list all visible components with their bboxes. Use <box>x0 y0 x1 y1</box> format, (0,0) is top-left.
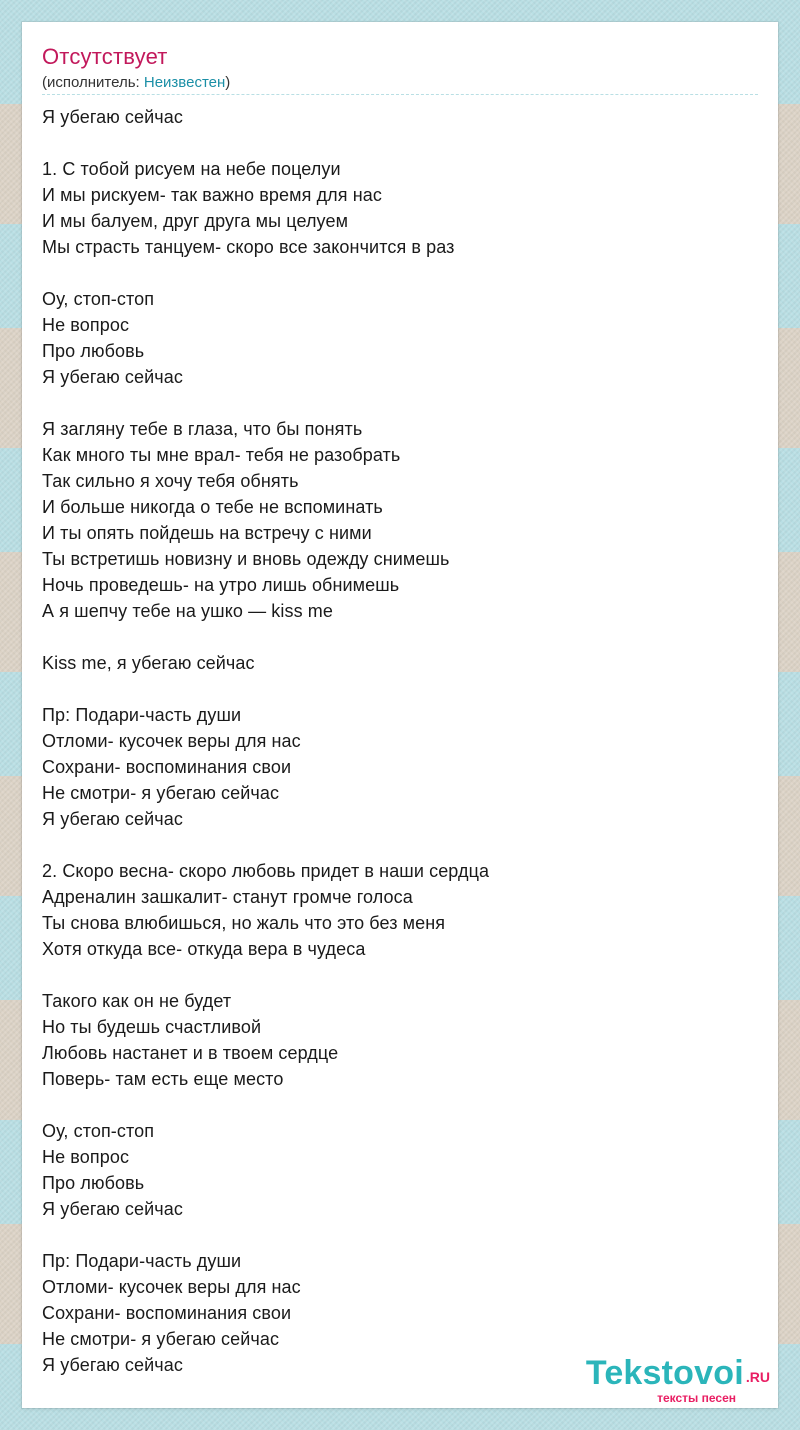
title-divider <box>42 94 758 95</box>
lyric-line: Пр: Подари-часть души <box>42 705 242 725</box>
lyric-line: Ты снова влюбишься, но жаль что это без меня <box>42 913 446 933</box>
lyric-line: Так сильно я хочу тебя обнять <box>42 471 299 491</box>
lyric-line: Не смотри- я убегаю сейчас <box>42 783 280 803</box>
logo-tagline: тексты песен <box>657 1391 736 1405</box>
lyric-line: А я шепчу тебе на ушко — kiss me <box>42 601 333 621</box>
lyrics-card <box>22 22 778 1408</box>
lyric-line: Оу, стоп-стоп <box>42 289 155 309</box>
lyric-line: Сохрани- воспоминания свои <box>42 1303 292 1323</box>
lyric-line: И ты опять пойдешь на встречу с ними <box>42 523 372 543</box>
lyric-line: Поверь- там есть еще место <box>42 1069 284 1089</box>
artist-suffix: ) <box>225 74 231 91</box>
lyric-line: Про любовь <box>42 1173 145 1193</box>
lyric-line: Про любовь <box>42 341 145 361</box>
lyric-line: Я убегаю сейчас <box>42 809 183 829</box>
lyric-line: Как много ты мне врал- тебя не разобрать <box>42 445 401 465</box>
lyric-line: Ты встретишь новизну и вновь одежду снимешь <box>42 549 450 569</box>
lyric-line <box>42 962 758 988</box>
lyric-line: Адреналин зашкалит- станут громче голоса <box>42 887 413 907</box>
lyric-line: Не смотри- я убегаю сейчас <box>42 1329 280 1349</box>
lyric-line: И мы рискуем- так важно время для нас <box>42 185 382 205</box>
lyric-line: Я убегаю сейчас <box>42 1355 183 1375</box>
lyric-line: Не вопрос <box>42 1147 130 1167</box>
lyric-line <box>42 624 758 650</box>
lyric-line: Оу, стоп-стоп <box>42 1121 155 1141</box>
artist-link[interactable]: Неизвестен <box>143 74 226 91</box>
lyric-line <box>42 832 758 858</box>
lyric-line: 2. Скоро весна- скоро любовь придет в наши сердца <box>42 861 490 881</box>
lyric-line: И мы балуем, друг друга мы целуем <box>42 211 349 231</box>
lyric-line: Не вопрос <box>42 315 130 335</box>
lyric-line: Я убегаю сейчас <box>42 107 183 127</box>
lyric-line: Я загляну тебе в глаза, что бы понять <box>42 419 363 439</box>
tekstovoi-logo[interactable] <box>586 1356 770 1404</box>
logo-wordmark: Tekstovoi <box>585 1354 744 1392</box>
lyric-line: Пр: Подари-часть души <box>42 1251 242 1271</box>
logo-tld: .RU <box>745 1369 770 1385</box>
lyric-line: И больше никогда о тебе не вспоминать <box>42 497 383 517</box>
lyric-line: Хотя откуда все- откуда вера в чудеса <box>42 939 366 959</box>
lyric-line <box>42 260 758 286</box>
lyric-line: Kiss me, я убегаю сейчас <box>42 653 255 673</box>
lyric-line: 1. С тобой рисуем на небе поцелуи <box>42 159 341 179</box>
artist-line <box>42 74 230 92</box>
lyric-line: Любовь настанет и в твоем сердце <box>42 1043 339 1063</box>
lyric-line: Сохрани- воспоминания свои <box>42 757 292 777</box>
lyric-line: Но ты будешь счастливой <box>42 1017 262 1037</box>
lyric-line <box>42 390 758 416</box>
lyric-line: Я убегаю сейчас <box>42 1199 183 1219</box>
lyric-line <box>42 130 758 156</box>
lyric-line <box>42 1222 758 1248</box>
lyrics-text <box>42 104 758 1378</box>
lyric-line: Отломи- кусочек веры для нас <box>42 1277 301 1297</box>
lyric-line <box>42 1092 758 1118</box>
lyric-line: Такого как он не будет <box>42 991 232 1011</box>
lyric-line: Я убегаю сейчас <box>42 367 183 387</box>
song-title: Отсутствует <box>42 44 168 69</box>
lyric-line: Отломи- кусочек веры для нас <box>42 731 301 751</box>
lyric-line: Мы страсть танцуем- скоро все закончится в раз <box>42 237 455 257</box>
lyric-line <box>42 676 758 702</box>
artist-prefix: (исполнитель: <box>42 74 144 91</box>
lyric-line: Ночь проведешь- на утро лишь обнимешь <box>42 575 400 595</box>
